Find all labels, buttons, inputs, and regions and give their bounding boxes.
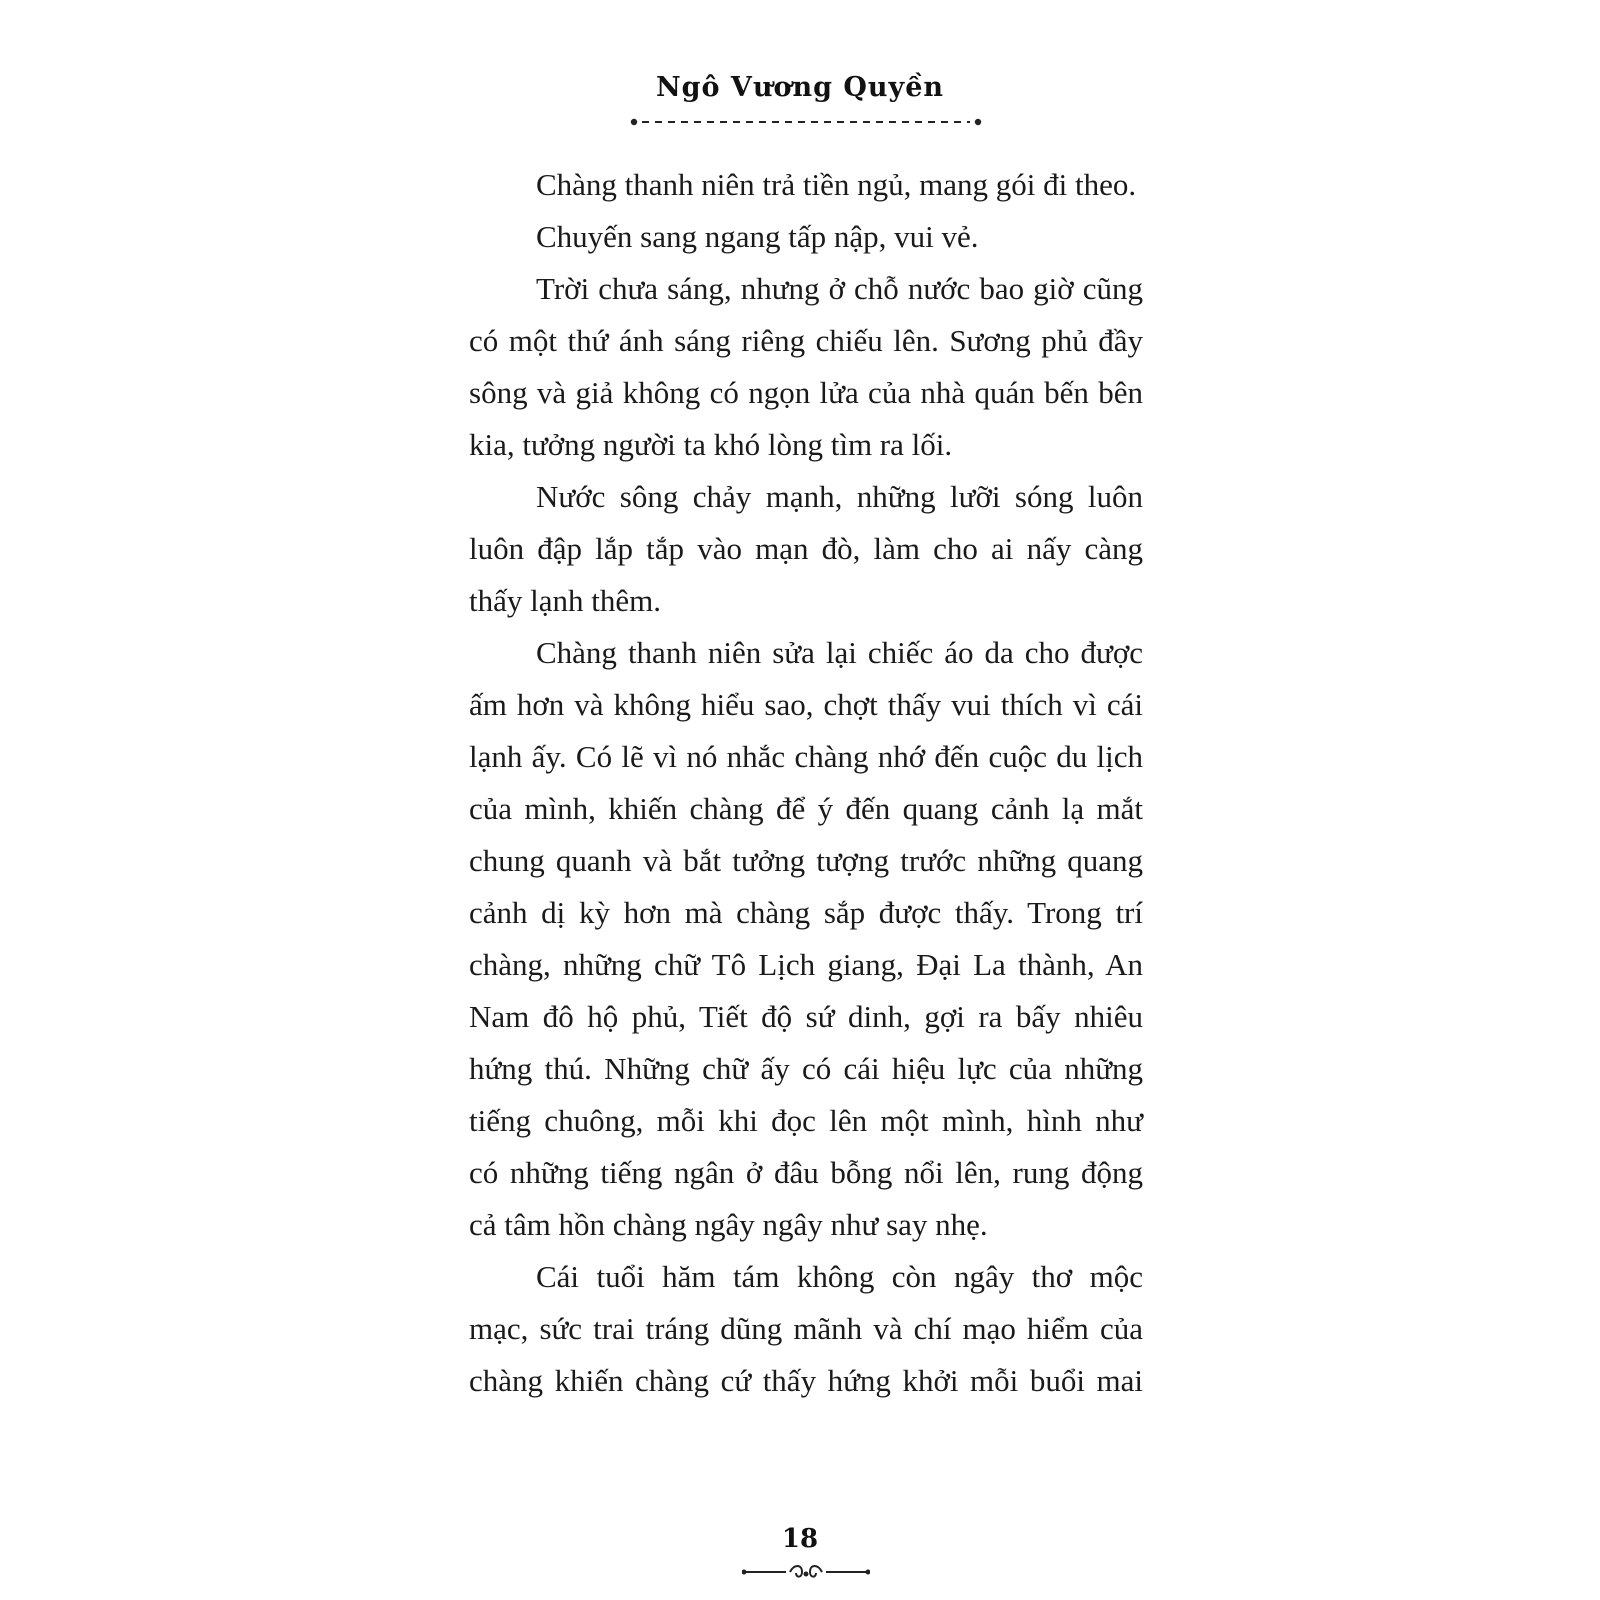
text-line: mạc, sức trai tráng dũng mãnh và chí mạo hiểm của xyxy=(469,1311,1143,1346)
paragraph xyxy=(469,263,1143,471)
text-line: Nam đô hộ phủ, Tiết độ sứ dinh, gợi ra bấy nhiêu xyxy=(469,999,1143,1034)
text-line: thấy lạnh thêm. xyxy=(469,583,661,618)
text-line: sông và giả không có ngọn lửa của nhà quán bến bên xyxy=(469,375,1143,410)
paragraph xyxy=(469,627,1143,1251)
text-line: có một thứ ánh sáng riêng chiếu lên. Sương phủ đầy xyxy=(469,323,1143,358)
text-line: Nước sông chảy mạnh, những lưỡi sóng luôn xyxy=(536,479,1143,514)
text-line: chàng, những chữ Tô Lịch giang, Đại La thành, An xyxy=(469,947,1143,982)
footer-ornament-icon xyxy=(742,1562,870,1582)
text-line: có những tiếng ngân ở đâu bỗng nổi lên, rung động xyxy=(469,1155,1143,1190)
paragraph xyxy=(469,1251,1143,1407)
text-line: của mình, khiến chàng để ý đến quang cảnh lạ mắt xyxy=(469,791,1143,826)
text-line: cảnh dị kỳ hơn mà chàng sắp được thấy. Trong trí xyxy=(469,895,1143,930)
text-line: ấm hơn và không hiểu sao, chợt thấy vui thích vì cái xyxy=(469,687,1143,722)
text-line: Trời chưa sáng, nhưng ở chỗ nước bao giờ cũng xyxy=(536,271,1143,306)
text-line: kia, tưởng người ta khó lòng tìm ra lối. xyxy=(469,427,953,462)
header-divider xyxy=(630,118,982,126)
text-line: chàng khiến chàng cứ thấy hứng khởi mỗi buổi mai xyxy=(469,1363,1143,1398)
paragraph xyxy=(469,471,1143,627)
page-number: 18 xyxy=(781,1524,819,1554)
running-header-title: Ngô Vương Quyền xyxy=(655,72,945,103)
text-line: Chàng thanh niên sửa lại chiếc áo da cho được xyxy=(536,635,1143,670)
text-line: Chàng thanh niên trả tiền ngủ, mang gói đi theo. xyxy=(536,167,1137,202)
paragraph xyxy=(469,159,1143,211)
paragraph xyxy=(469,211,1143,263)
text-line: luôn đập lắp tắp vào mạn đò, làm cho ai nấy càng xyxy=(469,531,1143,566)
text-line: lạnh ấy. Có lẽ vì nó nhắc chàng nhớ đến cuộc du lịch xyxy=(469,739,1143,774)
text-line: cả tâm hồn chàng ngây ngây như say nhẹ. xyxy=(469,1207,988,1242)
body-text xyxy=(469,159,1143,1407)
text-line: Cái tuổi hăm tám không còn ngây thơ mộc xyxy=(536,1259,1143,1294)
text-line: hứng thú. Những chữ ấy có cái hiệu lực của những xyxy=(469,1051,1143,1086)
text-line: Chuyến sang ngang tấp nập, vui vẻ. xyxy=(536,219,979,254)
text-line: tiếng chuông, mỗi khi đọc lên một mình, hình như xyxy=(469,1103,1143,1138)
text-line: chung quanh và bắt tưởng tượng trước những quang xyxy=(469,843,1143,878)
